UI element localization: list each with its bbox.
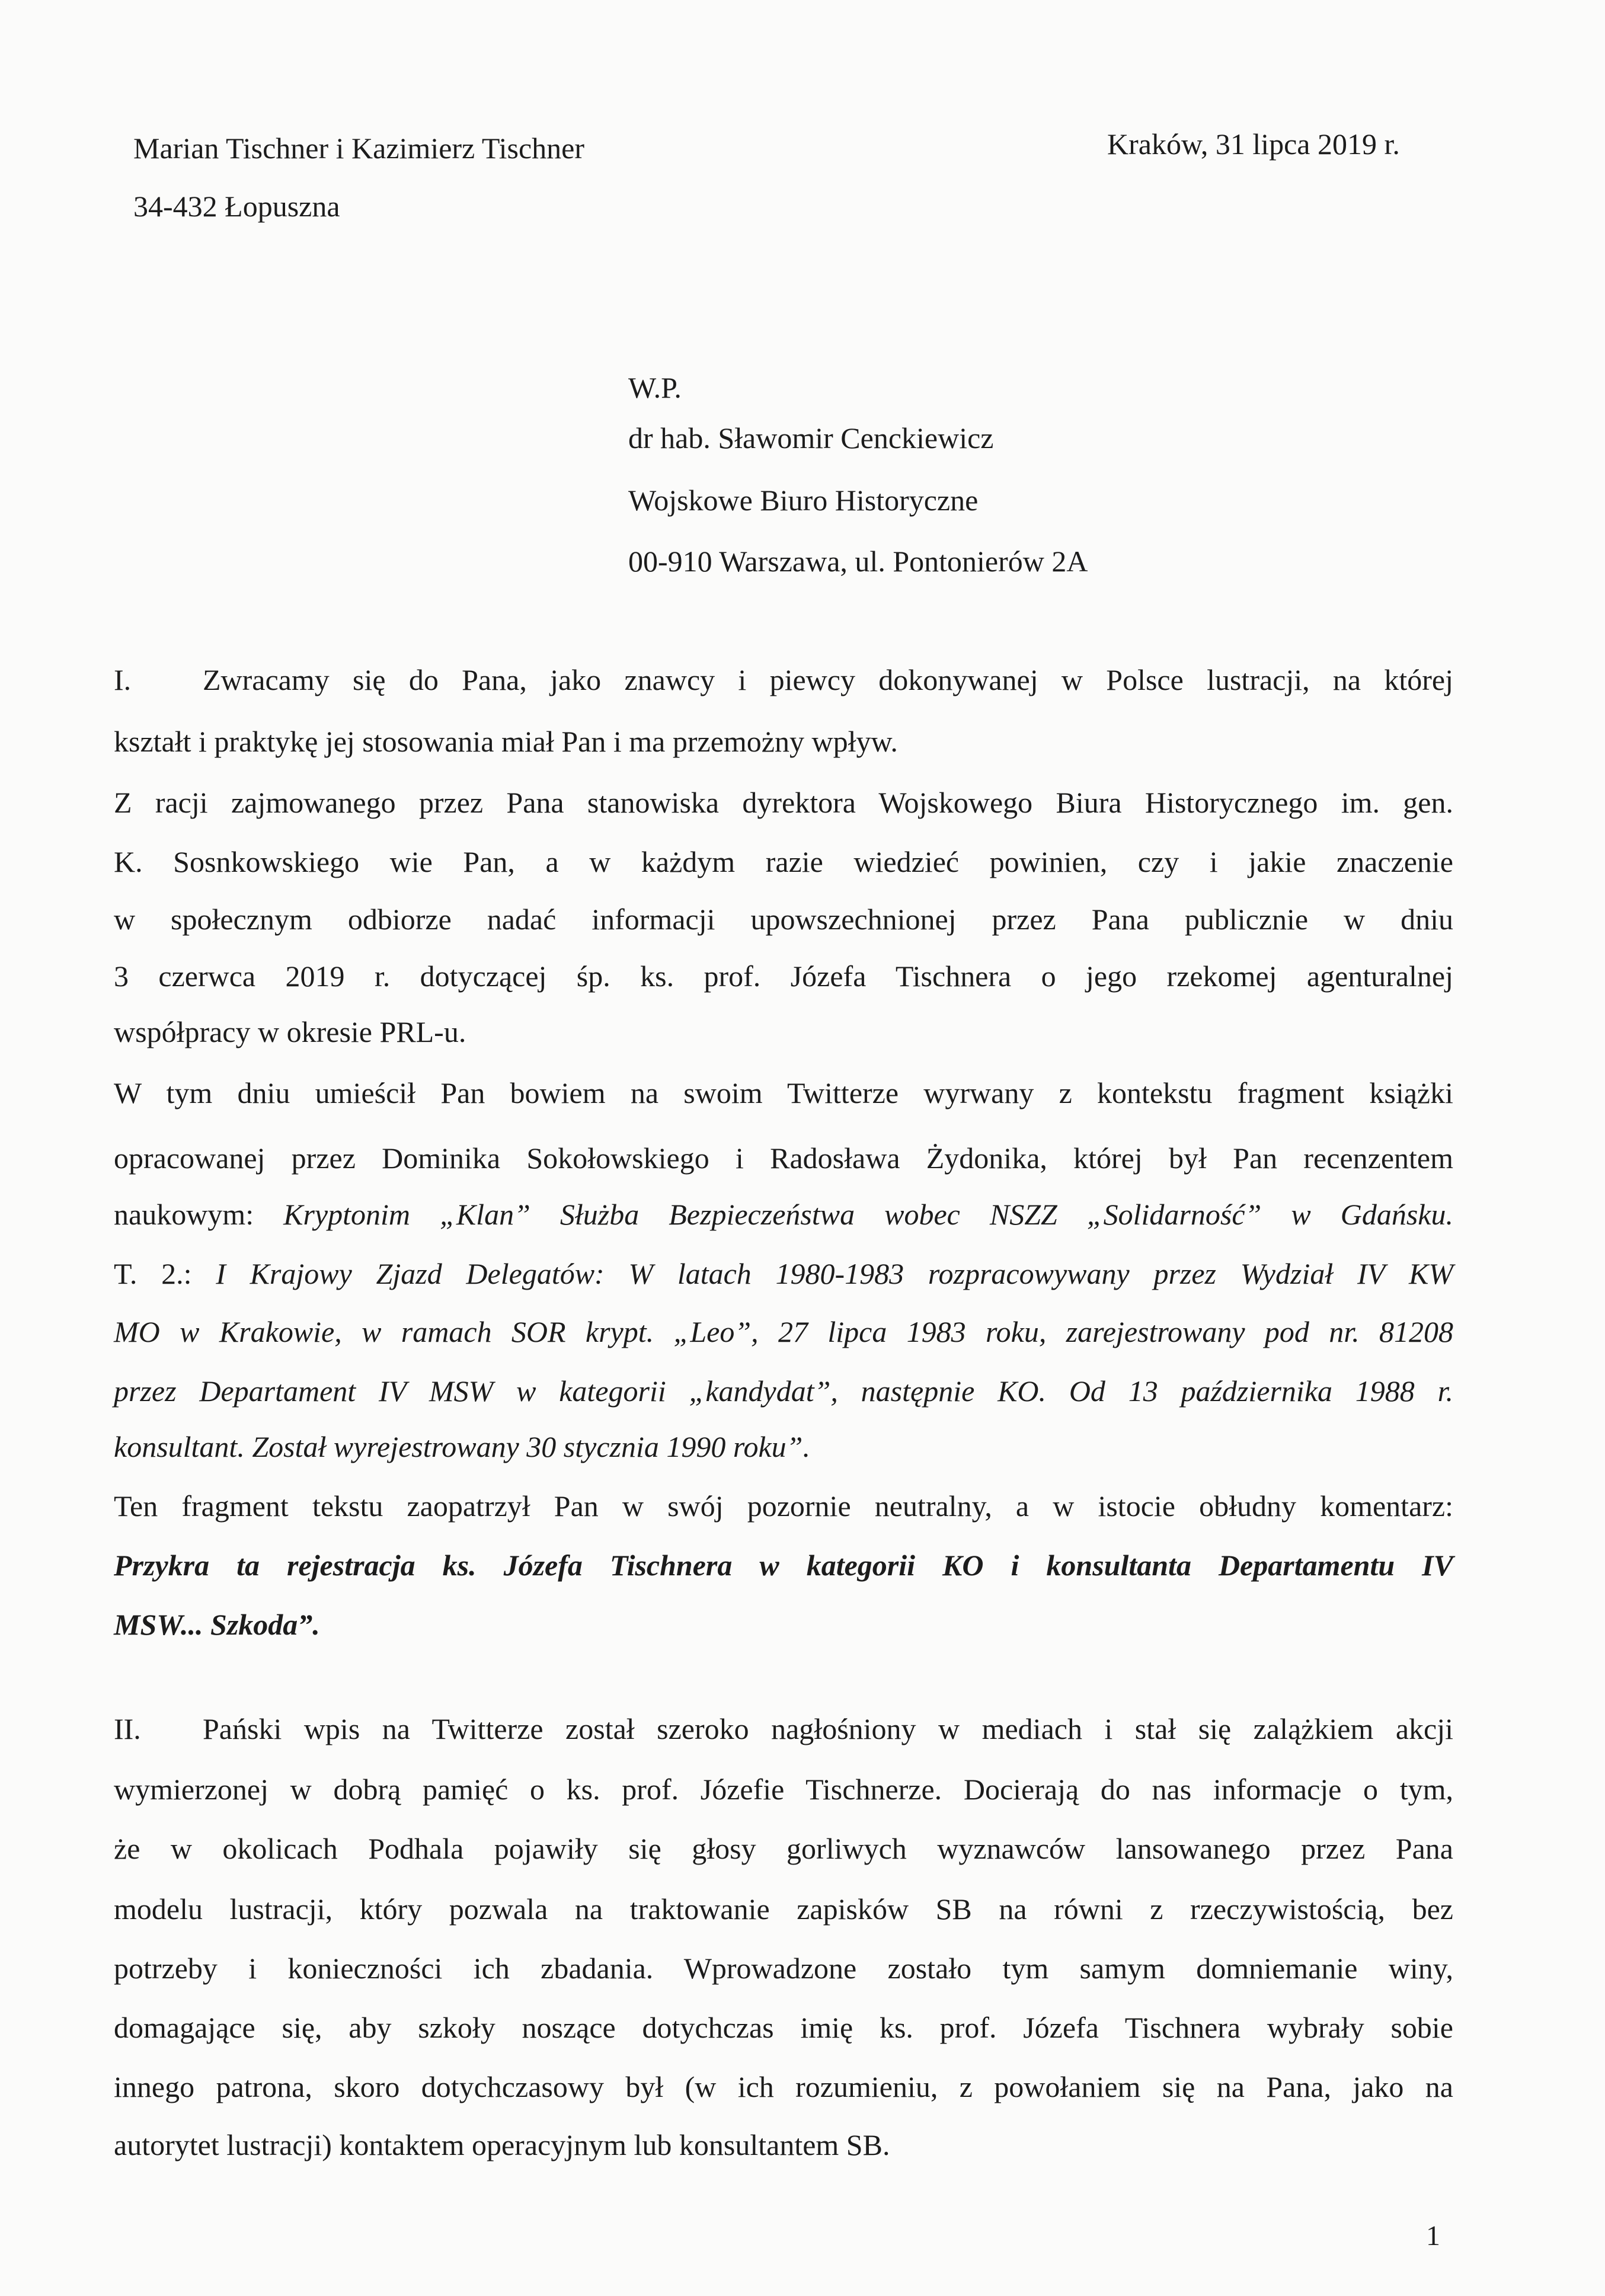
section1-line: konsultant. Został wyrejestrowany 30 stycznia 1990 roku”.: [114, 1430, 810, 1463]
place-date: Kraków, 31 lipca 2019 r.: [1107, 127, 1400, 161]
sender-name: Marian Tischner i Kazimierz Tischner: [133, 132, 585, 165]
section1-line: MO w Krakowie, w ramach SOR krypt. „Leo”, 27 lipca 1983 roku, zarejestrowany pod nr. 81208: [114, 1315, 1453, 1348]
section1-number: I.: [114, 663, 132, 696]
recipient-institution: Wojskowe Biuro Historyczne: [628, 484, 979, 517]
section2-line: II. Pański wpis na Twitterze został szeroko nagłośniony w mediach i stał się zalążkiem akcji: [114, 1712, 1453, 1745]
section1-line: T. 2.: I Krajowy Zjazd Delegatów: W latach 1980-1983 rozpracowywany przez Wydział IV KW: [114, 1257, 1453, 1290]
sender-address: 34-432 Łopuszna: [133, 190, 340, 223]
section1-line: I. Zwracamy się do Pana, jako znawcy i piewcy dokonywanej w Polsce lustracji, na której: [114, 663, 1453, 696]
section2-line: modelu lustracji, który pozwala na traktowanie zapisków SB na równi z rzeczywistością, bez: [114, 1892, 1453, 1926]
section2-line: innego patrona, skoro dotychczasowy był (w ich rozumieniu, z powołaniem się na Pana, jako na: [114, 2070, 1453, 2103]
section1-line: W tym dniu umieścił Pan bowiem na swoim Twitterze wyrwany z kontekstu fragment książki: [114, 1076, 1453, 1109]
section1-line: Ten fragment tekstu zaopatrzył Pan w swój pozornie neutralny, a w istocie obłudny komentarz:: [114, 1489, 1453, 1523]
section1-comment: MSW... Szkoda”.: [114, 1608, 320, 1641]
section1-line: współpracy w okresie PRL-u.: [114, 1015, 466, 1048]
section1-line: Z racji zajmowanego przez Pana stanowiska dyrektora Wojskowego Biura Historycznego im. gen.: [114, 786, 1453, 819]
recipient-address: 00-910 Warszawa, ul. Pontonierów 2A: [628, 545, 1088, 578]
section2-line: wymierzonej w dobrą pamięć o ks. prof. Józefie Tischnerze. Docierają do nas informacje o tym,: [114, 1773, 1453, 1806]
section1-line: K. Sosnkowskiego wie Pan, a w każdym razie wiedzieć powinien, czy i jakie znaczenie: [114, 845, 1453, 878]
section1-line: opracowanej przez Dominika Sokołowskiego i Radosława Żydonika, której był Pan recenzentem: [114, 1141, 1453, 1175]
section1-line: naukowym: Kryptonim „Klan” Służba Bezpieczeństwa wobec NSZZ „Solidarność” w Gdańsku.: [114, 1198, 1453, 1231]
section1-line: w społecznym odbiorze nadać informacji upowszechnionej przez Pana publicznie w dniu: [114, 903, 1453, 936]
section2-line: domagające się, aby szkoły noszące dotychczas imię ks. prof. Józefa Tischnera wybrały sobie: [114, 2011, 1453, 2044]
section2-line: autorytet lustracji) kontaktem operacyjnym lub konsultantem SB.: [114, 2128, 890, 2161]
page-number: 1: [1426, 2220, 1440, 2252]
recipient-name: dr hab. Sławomir Cenckiewicz: [628, 421, 994, 455]
section1-line: 3 czerwca 2019 r. dotyczącej śp. ks. prof. Józefa Tischnera o jego rzekomej agenturalnej: [114, 960, 1453, 993]
section2-line: potrzeby i konieczności ich zbadania. Wprowadzone zostało tym samym domniemanie winy,: [114, 1952, 1453, 1985]
section2-line: że w okolicach Podhala pojawiły się głosy gorliwych wyznawców lansowanego przez Pana: [114, 1832, 1453, 1865]
section1-line: kształt i praktykę jej stosowania miał Pan i ma przemożny wpływ.: [114, 725, 898, 758]
section1-comment: Przykra ta rejestracja ks. Józefa Tischnera w kategorii KO i konsultanta Departamentu IV: [114, 1549, 1453, 1582]
section1-line: przez Departament IV MSW w kategorii „kandydat”, następnie KO. Od 13 października 1988 r.: [114, 1374, 1453, 1408]
recipient-salutation: W.P.: [628, 371, 682, 404]
section2-number: II.: [114, 1712, 141, 1745]
